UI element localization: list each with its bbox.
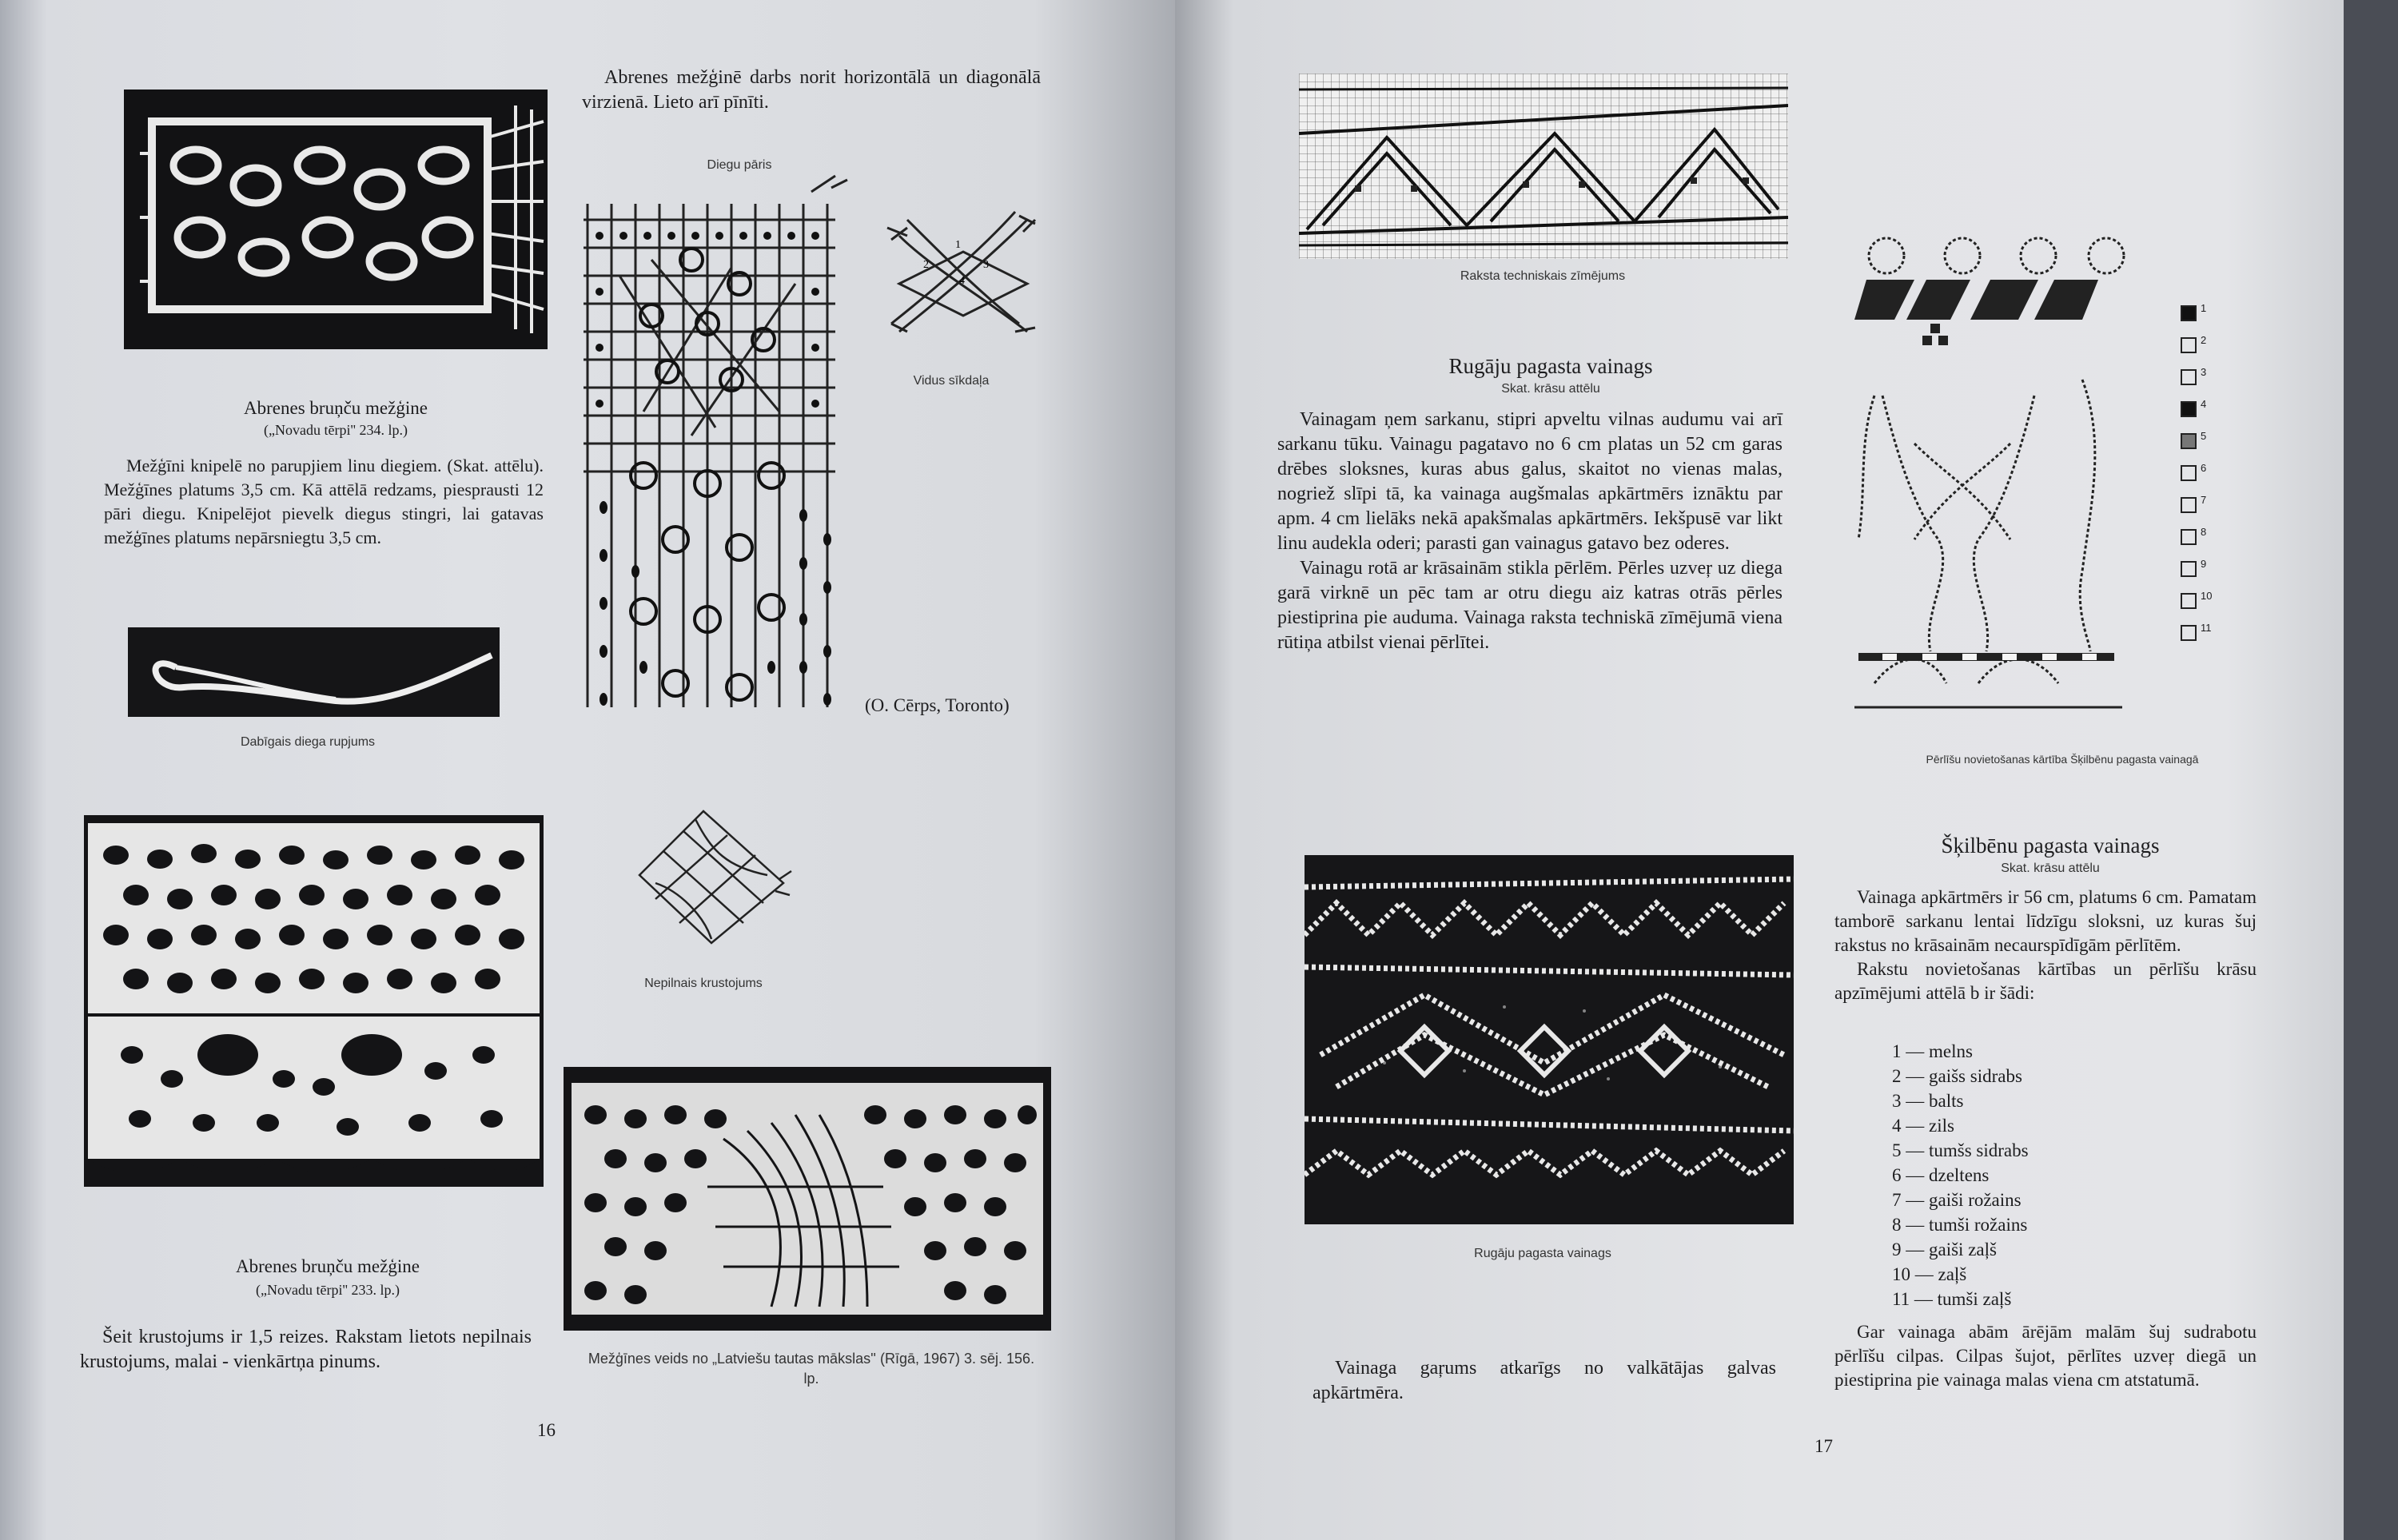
svg-text:3: 3 <box>983 259 989 271</box>
lace-photo-bottom <box>564 1067 1051 1331</box>
photo1-caption-source: („Novadu tērpi'' 234. lp.) <box>264 422 408 438</box>
color-legend-item: 8 — tumši rožains <box>1892 1215 2028 1235</box>
color-legend-item: 10 — zaļš <box>1892 1264 1967 1284</box>
incomplete-cross-diagram <box>631 803 795 947</box>
color-legend-item: 2 — gaišs sidrabs <box>1892 1066 2022 1086</box>
paragraph-knipele: Mežģīni knipelē no parupjiem linu diegiem. (Skat. attēlu). Mežģīnes platums 3,5 cm. Kā attēlā redzams, piesprausti 12 pāri diegu. Knipelējot pievelk diegus stingri, lai gatavas mežģīnes platums nepārsniegtu 3,5 cm. <box>104 456 544 547</box>
diagram-label-middle-detail: Vidus sīkdaļa <box>913 374 990 388</box>
color-legend-item: 7 — gaiši rožains <box>1892 1190 2022 1210</box>
right-page <box>1175 0 2344 1540</box>
color-legend-item: 4 — zils <box>1892 1116 1954 1136</box>
middle-detail-diagram <box>883 204 1039 344</box>
svg-text:2: 2 <box>923 259 929 271</box>
color-legend-list <box>1834 1039 2154 1311</box>
bead-legend-number: 9 <box>2201 558 2207 570</box>
intro-text: Abrenes mežģinē darbs norit horizontālā un diagonālā virzienā. Lieto arī pīnīti. <box>582 67 1041 113</box>
photo1-caption-title: Abrenes bruņču mežģine <box>244 398 428 418</box>
left-page <box>0 0 1175 1540</box>
lace-photo-top <box>124 90 548 349</box>
color-legend-item: 6 — dzeltens <box>1892 1165 1990 1185</box>
color-legend-item: 3 — balts <box>1892 1091 1964 1111</box>
page-number-left: 16 <box>537 1420 556 1440</box>
photo2-caption-title: Abrenes bruņču mežģine <box>236 1256 420 1276</box>
color-legend-item: 9 — gaiši zaļš <box>1892 1240 1997 1259</box>
photo2-caption-source: („Novadu tērpi'' 233. lp.) <box>256 1282 400 1298</box>
thread-loop-caption: Dabīgais diega rupjums <box>240 735 376 749</box>
bead-legend-number: 7 <box>2201 494 2207 506</box>
bead-legend-number: 6 <box>2201 462 2207 474</box>
heading-rugaju-sub: Skat. krāsu attēlu <box>1501 382 1600 396</box>
photo3-caption: Mežģīnes veids no „Latviešu tautas mākslas'' (Rīgā, 1967) 3. sēj. 156. lp. <box>588 1351 1035 1387</box>
paragraph-skilbenu: Vainaga apkārtmērs ir 56 cm, platums 6 cm. Pamatam tamborē sarkanu lentai līdzīgu sloksni, uz kuras šuj rakstus no krāsainām necaurspīdīgām pērlītēm. Rakstu novietošanas kārtības un pērlīšu krāsu apzīmējumi attēlā b ir šādi: <box>1834 887 2257 1003</box>
color-legend-item: 1 — melns <box>1892 1041 1973 1061</box>
diagram-attribution: (O. Cērps, Toronto) <box>865 695 1010 715</box>
color-legend-item: 5 — tumšs sidrabs <box>1892 1140 2029 1160</box>
heading-skilbenu: Šķilbēnu pagasta vainags <box>1941 834 2160 858</box>
technical-chart-caption: Raksta techniskais zīmējums <box>1460 269 1626 283</box>
bead-legend-number: 11 <box>2201 622 2212 634</box>
bead-legend-number: 8 <box>2201 526 2207 538</box>
paragraph-loops: Gar vainaga abām ārējām malām šuj sudrabotu pērlīšu cilpas. Cilpas šujot, pērlītes uzveŗ diegā un piestiprina pie vainaga malas viena cm atstatumā. <box>1834 1322 2257 1390</box>
bead-legend-number: 10 <box>2201 590 2213 602</box>
paragraph-rugaju-1: Vainagam ņem sarkanu, stipri apveltu vilnas audumu vai arī sarkanu tūku. Vainagu pagatavo no 6 cm platas un 52 cm garas drēbes sloksnes, kuras abus galus, skaitot no vienas malas, nogriež slīpi tā, ka vainaga augšmalas apkārtmērs iznāktu par apm. 4 cm lielāks nekā apakšmalas apkārtmērs. Iekšpusē var likt linu audekla oderi; parasti gan vainagus gatavo bez oderes. Vainagu rotā ar krāsainām stikla pērlēm. Pērles uzveŗ uz diega garā virknē un pēc tam ar otru diegu aiz katras otrās pērles piestiprina pie auduma. Vainaga raksta techniskā zīmējumā viena rūtiņa atbilst vienai pērlītei. <box>1277 409 1783 653</box>
diagram-label-thread-pair: Diegu pāris <box>707 158 772 172</box>
bead-legend-number: 3 <box>2201 366 2207 378</box>
heading-rugaju: Rugāju pagasta vainags <box>1448 354 1653 378</box>
bead-legend-number: 5 <box>2201 430 2207 442</box>
lace-grid-diagram <box>572 172 855 715</box>
heading-skilbenu-sub: Skat. krāsu attēlu <box>2001 862 2100 875</box>
color-legend-item: 11 — tumši zaļš <box>1892 1289 2012 1309</box>
bead-diagram-caption: Pērlīšu novietošanas kārtība Šķilbēnu pagasta vainagā <box>1926 753 2199 766</box>
bead-legend-number: 4 <box>2201 398 2207 410</box>
incomplete-cross-caption: Nepilnais krustojums <box>644 977 763 990</box>
bead-legend-numbers <box>2201 302 2221 654</box>
rugaju-photo-caption: Rugāju pagasta vainags <box>1474 1247 1611 1260</box>
paragraph-crossing: Šeit krustojums ir 1,5 reizes. Rakstam lietots nepilnais krustojums, malai - vienkārtņa pinums. <box>80 1327 532 1372</box>
svg-text:1: 1 <box>955 239 961 251</box>
svg-text:4: 4 <box>959 275 965 287</box>
thread-loop-photo <box>128 627 500 717</box>
bead-legend-number: 1 <box>2201 302 2207 314</box>
page-number-right: 17 <box>1814 1436 1833 1456</box>
lace-photo-large <box>84 815 544 1187</box>
bead-legend-number: 2 <box>2201 334 2207 346</box>
technical-pattern-chart <box>1299 74 1788 259</box>
bead-placement-diagram <box>1850 236 2130 735</box>
paragraph-length: Vainaga gaŗums atkarīgs no valkātājas galvas apkārtmēra. <box>1313 1358 1776 1403</box>
rugaju-crown-photo <box>1305 855 1794 1224</box>
